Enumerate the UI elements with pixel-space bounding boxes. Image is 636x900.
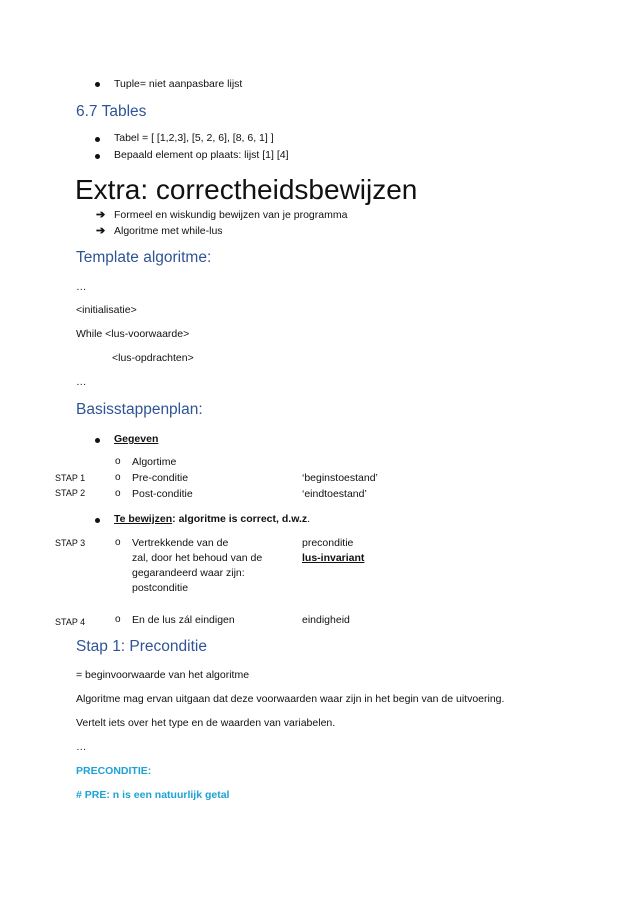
stap-label: STAP 3 [55,538,86,548]
stap4-label: En de lus zál eindigen [132,614,235,626]
section-heading-stap1: Stap 1: Preconditie [76,638,207,655]
stap4-value: eindigheid [302,614,350,626]
circle-bullet-icon: o [115,614,121,625]
page-title-extra: Extra: correctheidsbewijzen [75,174,418,205]
te-bewijzen-dot: . [307,513,311,525]
section-heading-basis: Basisstappenplan: [76,401,203,418]
bullet-icon [95,518,100,523]
sub-item-value: ‘beginstoestand’ [302,472,378,484]
tuple-item: Tuple= niet aanpasbare lijst [114,78,243,90]
stap3-line: postconditie [132,582,189,594]
paragraph: … [76,741,87,753]
list-item: Algoritme met while-lus [114,225,223,237]
template-line: <lus-opdrachten> [112,352,194,364]
stap3-line: zal, door het behoud van de [132,552,263,564]
template-line: … [76,281,87,293]
list-item: Tabel = [ [1,2,3], [5, 2, 6], [8, 6, 1] ] [114,132,274,144]
list-item: Bepaald element op plaats: lijst [1] [4] [114,149,289,161]
sub-item-label: Post-conditie [132,488,193,500]
te-bewijzen-line [114,512,310,526]
bullet-icon [95,438,100,443]
circle-bullet-icon: o [115,456,121,467]
stap3-line: Vertrekkende van de [132,537,229,549]
template-line: While <lus-voorwaarde> [76,328,190,340]
stap3-value-preconditie: preconditie [302,537,354,549]
section-heading-template: Template algoritme: [76,249,212,266]
stap-label: STAP 4 [55,617,86,627]
bullet-icon [95,154,100,159]
sub-item-label: Algortime [132,456,177,468]
stap-label: STAP 1 [55,473,86,483]
stap-label: STAP 2 [55,488,86,498]
circle-bullet-icon: o [115,537,121,548]
precondition-label: PRECONDITIE: [76,765,152,777]
gegeven-label: Gegeven [114,433,159,445]
te-bewijzen-text: : algoritme is correct, d.w.z [172,513,308,525]
bullet-icon [95,137,100,142]
paragraph: Algoritme mag ervan uitgaan dat deze voorwaarden waar zijn in het begin van de uitvoering. [76,693,505,705]
te-bewijzen-label: Te bewijzen [114,513,173,525]
circle-bullet-icon: o [115,472,121,483]
sub-item-label: Pre-conditie [132,472,189,484]
arrow-right-icon: ➔ [96,209,106,221]
section-heading-tables: 6.7 Tables [76,103,147,120]
template-line: … [76,376,87,388]
paragraph: = beginvoorwaarde van het algoritme [76,669,250,681]
stap3-line: gegarandeerd waar zijn: [132,567,245,579]
pre-code-line: # PRE: n is een natuurlijk getal [76,789,230,801]
arrow-right-icon: ➔ [96,225,106,237]
bullet-icon [95,82,100,87]
paragraph: Vertelt iets over het type en de waarden van variabelen. [76,717,336,729]
sub-item-value: ‘eindtoestand’ [302,488,367,500]
circle-bullet-icon: o [115,488,121,499]
template-line: <initialisatie> [76,304,137,316]
list-item: Formeel en wiskundig bewijzen van je programma [114,209,348,221]
stap3-value-lus-invariant: lus-invariant [302,552,365,564]
